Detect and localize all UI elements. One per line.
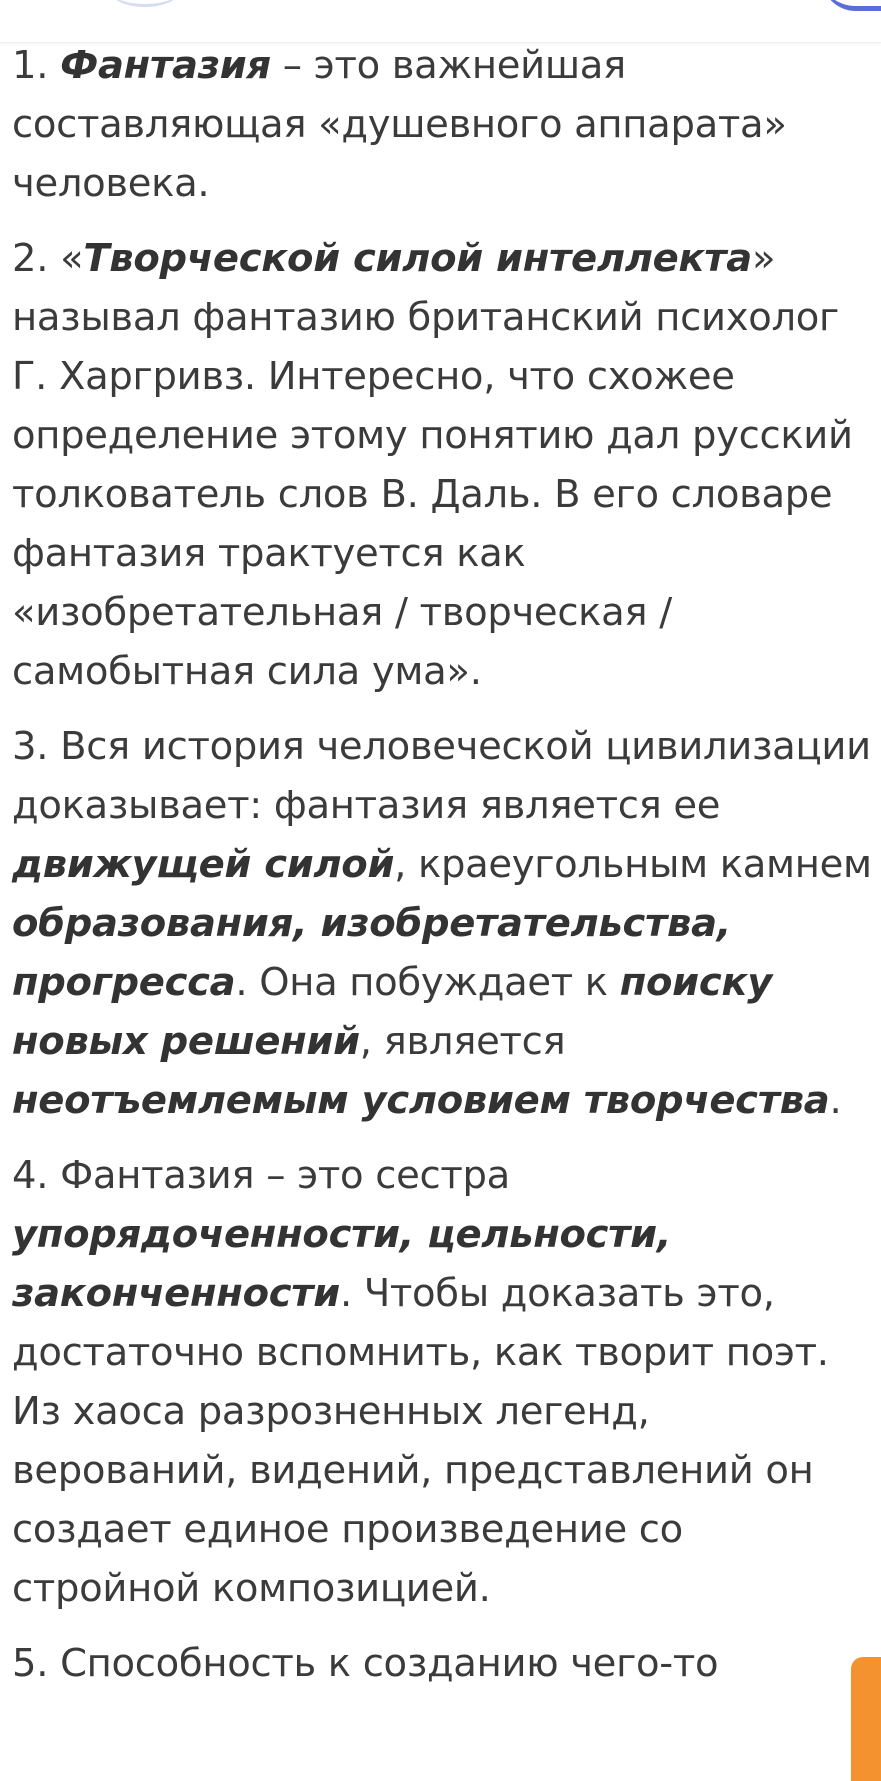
paragraph-text: Фантазия – это сестра (60, 1153, 510, 1198)
bold-term: движущей силой (12, 842, 395, 887)
paragraph-number: 5. (12, 1641, 61, 1686)
paragraph-text: . Она побуждает к (235, 960, 620, 1005)
bold-term: упорядоченности, цельности, законченности (12, 1212, 672, 1316)
paragraph-number: 2. « (12, 236, 84, 281)
paragraph-text: – это важнейшая составляющая «душевного аппарата» человека. (12, 43, 787, 206)
bold-term: образования, изобретательства, прогресса (12, 901, 732, 1005)
bold-term: Творческой силой интеллекта (83, 236, 752, 281)
paragraph-1 (12, 36, 872, 213)
article-content (12, 36, 872, 1709)
bold-term: Фантазия (60, 43, 271, 88)
bold-term: неотъемлемым условием творчества (12, 1078, 830, 1123)
bold-term: поиску новых решений (12, 960, 772, 1064)
top-decor-corner (821, 0, 881, 11)
paragraph-text: . Чтобы доказать это, достаточно вспомнить, как творит поэт. Из хаоса разрозненных легенд, верований, видений, представлений он создает единое произведение со стройной композицией. (12, 1271, 829, 1611)
paragraph-4 (12, 1146, 872, 1618)
paragraph-3 (12, 717, 872, 1130)
paragraph-text: . (829, 1078, 842, 1123)
paragraph-text: , является (359, 1019, 566, 1064)
paragraph-text: , краеугольным камнем (394, 842, 872, 887)
paragraph-2 (12, 229, 872, 701)
side-feedback-tab[interactable] (851, 1657, 881, 1781)
top-decor-arc (110, 0, 180, 7)
paragraph-text: Способность к созданию чего-то (60, 1641, 719, 1686)
paragraph-text: Вся история человеческой цивилизации доказывает: фантазия является ее (12, 724, 871, 828)
paragraph-5 (12, 1634, 872, 1693)
paragraph-number: 3. (12, 724, 61, 769)
paragraph-number: 4. (12, 1153, 61, 1198)
paragraph-text: » называл фантазию британский психолог Г. Харгривз. Интересно, что схожее определение этому понятию дал русский толкователь слов В. Даль. В его словаре фантазия трактуется как «изобретательная / творческая / самобытная сила ума». (12, 236, 853, 694)
paragraph-number: 1. (12, 43, 61, 88)
